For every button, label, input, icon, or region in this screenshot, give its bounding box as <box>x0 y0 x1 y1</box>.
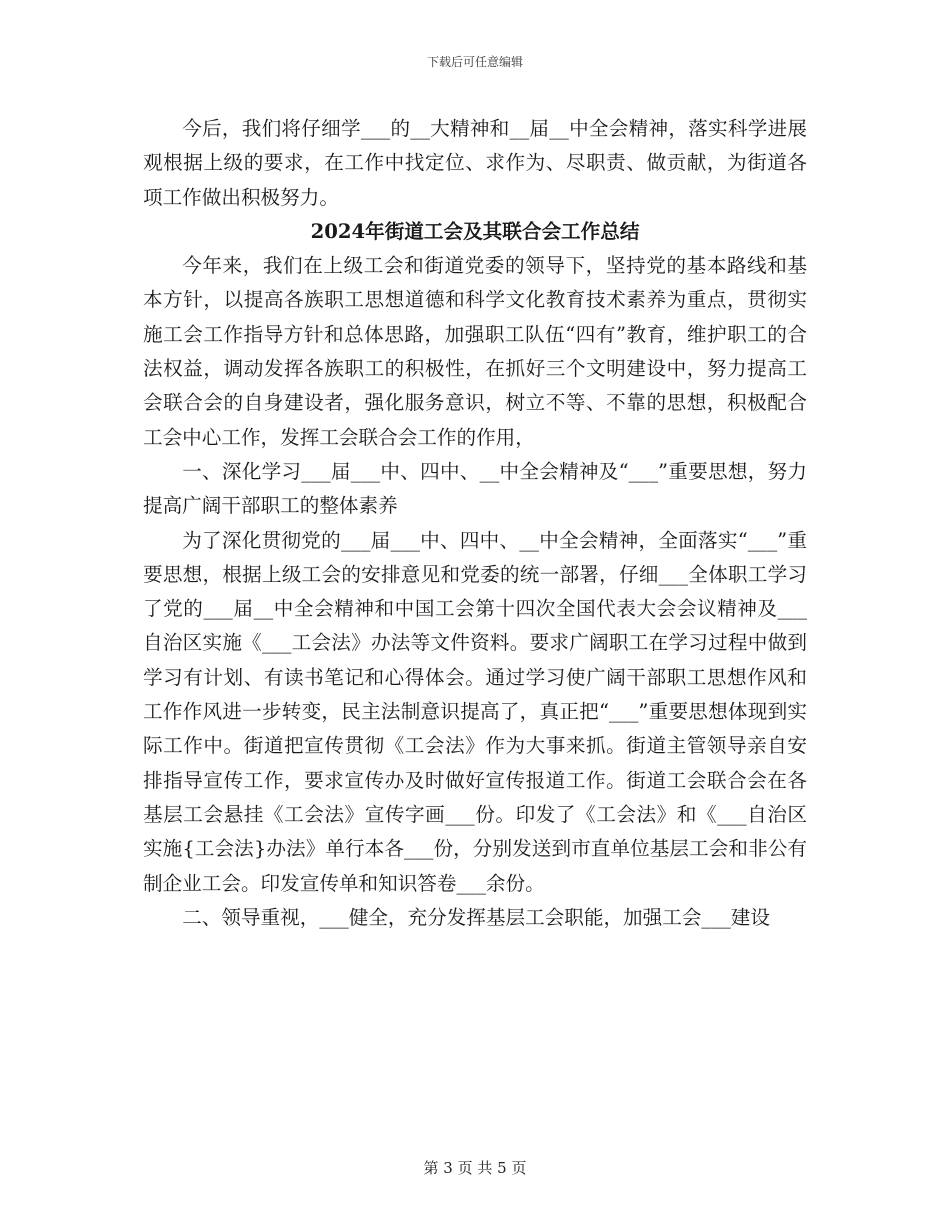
paragraph-intro: 今后，我们将仔细学___的__大精神和__届__中全会精神，落实科学进展观根据上级的要求，在工作中找定位、求作为、尽职责、做贡献，为街道各项工作做出积极努力。 <box>143 117 807 209</box>
page-number: 第 3 页 共 5 页 <box>423 1159 527 1177</box>
page-header-note: 下载后可任意编辑 <box>426 55 523 69</box>
paragraph-study: 为了深化贯彻党的___届___中、四中、__中全会精神，全面落实“___”重要思想，根据上级工会的安排意见和党委的统一部署，仔细___全体职工学习了党的___届__中全会精神和中国工会第十四次全国代表大会会议精神及___自治区实施《___工会法》办法等文件资料。要求广阔职工在学习过程中做到学习有计划、有读书笔记和心得体会。通过学习使广阔干部职工思想作风和工作作风进一步转变，民主法制意识提高了，真正把“___”重要思想体现到实际工作中。街道把宣传贯彻《工会法》作为大事来抓。街道主管领导亲自安排指导宣传工作，要求宣传办及时做好宣传报道工作。街道工会联合会在各基层工会悬挂《工会法》宣传字画___份。印发了《工会法》和《___自治区实施{工会法}办法》单行本各___份，分别发送到市直单位基层工会和非公有制企业工会。印发宣传单和知识答卷___余份。 <box>143 528 807 895</box>
section-heading-two: 二、领导重视，___健全，充分发挥基层工会职能，加强工会___建设 <box>182 905 770 929</box>
section-heading-one: 一、深化学习___届___中、四中、__中全会精神及“___”重要思想，努力提高广阔干部职工的整体素养 <box>143 459 807 518</box>
document-title: 2024年街道工会及其联合会工作总结 <box>310 219 640 243</box>
document-body <box>143 112 807 935</box>
paragraph-summary: 今年来，我们在上级工会和街道党委的领导下，坚持党的基本路线和基本方针，以提高各族职工思想道德和科学文化教育技术素养为重点，贯彻实施工会工作指导方针和总体思路，加强职工队伍“四有”教育，维护职工的合法权益，调动发挥各族职工的积极性，在抓好三个文明建设中，努力提高工会联合会的自身建设者，强化服务意识，树立不等、不靠的思想，积极配合工会中心工作，发挥工会联合会工作的作用， <box>143 254 807 449</box>
